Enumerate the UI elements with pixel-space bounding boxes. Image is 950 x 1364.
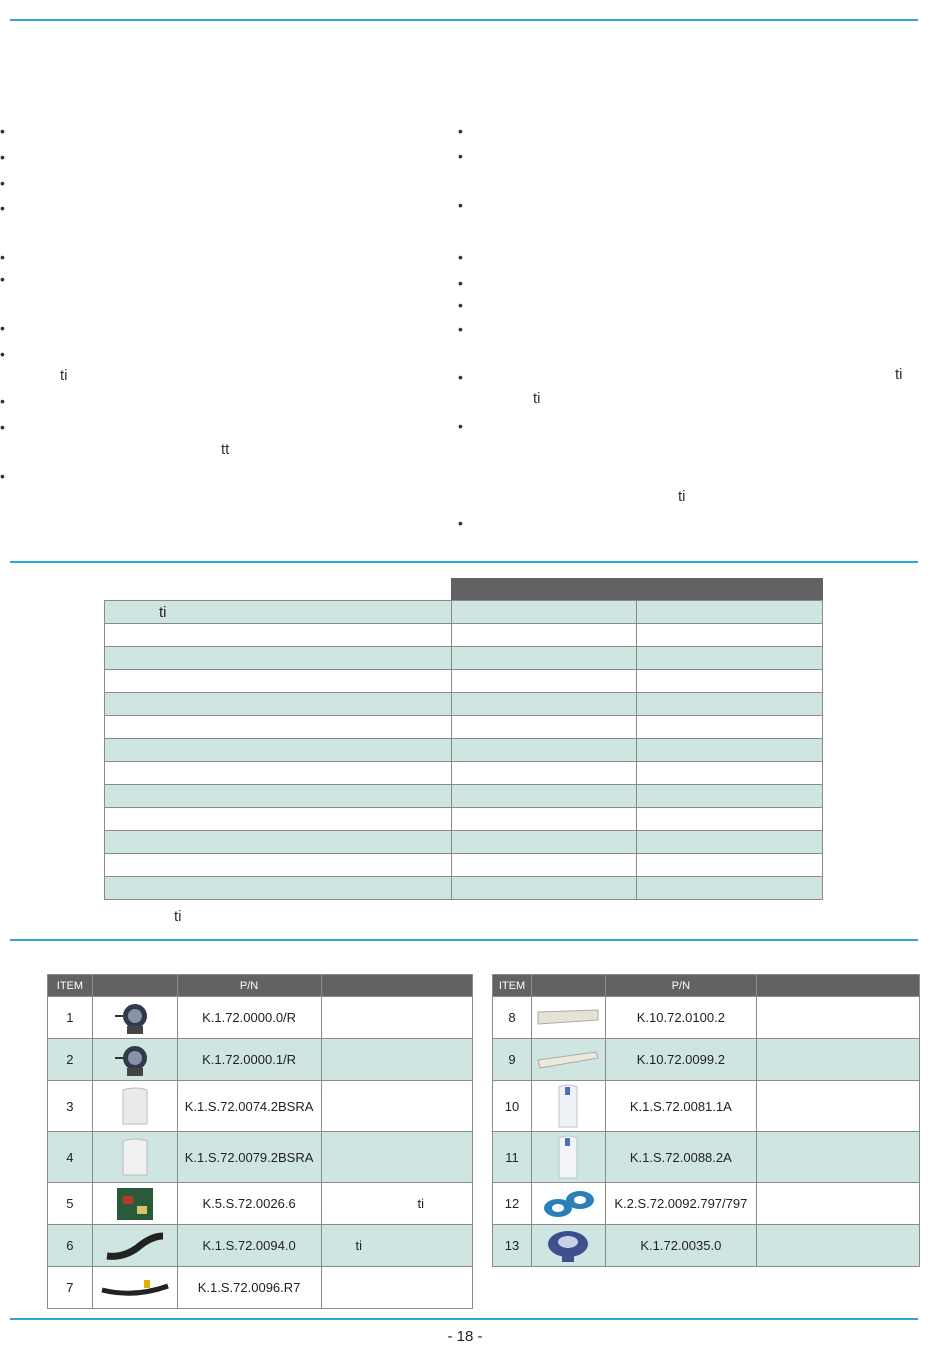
spec-value: [637, 739, 823, 762]
tank-cover-icon: [92, 1132, 177, 1183]
part-description: [756, 1039, 919, 1081]
part-number: K.1.72.0000.0/R: [177, 997, 321, 1039]
spec-label: [105, 670, 452, 693]
section-divider: [10, 561, 918, 563]
spec-value: [637, 716, 823, 739]
col-header-desc: [756, 975, 919, 997]
part-description: ti: [321, 1225, 473, 1267]
bullet: •: [458, 515, 463, 531]
spec-label: [105, 831, 452, 854]
bullet: •: [0, 200, 5, 216]
part-description: [321, 1267, 473, 1309]
part-number: K.1.S.72.0094.0: [177, 1225, 321, 1267]
spec-value: [451, 624, 637, 647]
bullet: •: [458, 275, 463, 291]
item-number: 8: [493, 997, 532, 1039]
spec-value: [451, 785, 637, 808]
col-header-item: ITEM: [493, 975, 532, 997]
bullet: •: [0, 249, 5, 265]
spec-value: [637, 831, 823, 854]
item-number: 5: [48, 1183, 93, 1225]
bullet: •: [0, 419, 5, 435]
ligature-fragment: ti: [895, 366, 903, 383]
bullet: •: [458, 148, 463, 164]
table-row: [48, 1081, 473, 1132]
part-number: K.1.72.0035.0: [605, 1225, 756, 1267]
spec-value: [637, 624, 823, 647]
bottom-divider: [10, 1318, 918, 1320]
ligature-fragment: ti: [533, 390, 541, 407]
spec-value: [451, 739, 637, 762]
parts-table-right: [492, 974, 920, 1267]
spec-value: [451, 854, 637, 877]
spec-label: [105, 785, 452, 808]
spec-row: [105, 808, 823, 831]
spec-label: [105, 647, 452, 670]
spec-footnote: ti: [174, 908, 182, 925]
bullet: •: [0, 149, 5, 165]
bullet: •: [0, 175, 5, 191]
spec-row: [105, 716, 823, 739]
bullet: •: [0, 123, 5, 139]
spec-value: [637, 808, 823, 831]
spec-value: [451, 693, 637, 716]
spec-row: [105, 693, 823, 716]
spec-value: [451, 762, 637, 785]
part-number: K.1.S.72.0088.2A: [605, 1132, 756, 1183]
spec-header-cell: [451, 578, 637, 601]
spec-value: [637, 647, 823, 670]
col-header-pn: P/N: [177, 975, 321, 997]
part-number: K.1.S.72.0074.2BSRA: [177, 1081, 321, 1132]
spec-row: [105, 647, 823, 670]
spec-row: [105, 739, 823, 762]
spec-row: [105, 854, 823, 877]
item-number: 4: [48, 1132, 93, 1183]
table-row: [48, 1132, 473, 1183]
item-number: 13: [493, 1225, 532, 1267]
part-number: K.1.S.72.0096.R7: [177, 1267, 321, 1309]
part-description: [321, 1132, 473, 1183]
spec-value: [637, 693, 823, 716]
ligature-fragment: ti: [60, 367, 68, 384]
part-description: ti: [321, 1183, 473, 1225]
hose-icon: [92, 1225, 177, 1267]
part-description: [321, 1081, 473, 1132]
item-number: 12: [493, 1183, 532, 1225]
bullet: •: [458, 418, 463, 434]
bullet: •: [458, 321, 463, 337]
ligature-fragment: tt: [221, 441, 230, 458]
spec-row: [105, 785, 823, 808]
col-header-item: ITEM: [48, 975, 93, 997]
spec-label: [105, 808, 452, 831]
part-number: K.10.72.0099.2: [605, 1039, 756, 1081]
part-description: [756, 997, 919, 1039]
spec-label: [105, 739, 452, 762]
bullet: •: [0, 346, 5, 362]
spec-label: [105, 624, 452, 647]
part-number: K.2.S.72.0092.797/797: [605, 1183, 756, 1225]
pressure-switch-icon: [92, 1039, 177, 1081]
part-number: K.5.S.72.0026.6: [177, 1183, 321, 1225]
spec-label: [105, 762, 452, 785]
item-number: 6: [48, 1225, 93, 1267]
spec-value: [637, 854, 823, 877]
spec-row: [105, 762, 823, 785]
table-row: [48, 1183, 473, 1225]
bullet: •: [0, 271, 5, 287]
col-header-desc: [321, 975, 473, 997]
parts-table-left: [47, 974, 473, 1309]
spec-value: [451, 716, 637, 739]
part-description: [321, 997, 473, 1039]
spec-label: [105, 693, 452, 716]
part-number: K.1.72.0000.1/R: [177, 1039, 321, 1081]
part-description: [756, 1081, 919, 1132]
part-description: [756, 1183, 919, 1225]
table-row: [493, 1039, 920, 1081]
side-panel-icon: [531, 1132, 605, 1183]
ligature-fragment: ti: [678, 488, 686, 505]
table-row: [48, 1267, 473, 1309]
spec-label: [105, 716, 452, 739]
bullet: •: [0, 320, 5, 336]
fan-assembly-icon: [531, 1225, 605, 1267]
col-header-image: [531, 975, 605, 997]
spec-row: [105, 624, 823, 647]
top-divider: [10, 19, 918, 21]
spec-value: [637, 785, 823, 808]
spec-value: [451, 647, 637, 670]
seal-ring-icon: [531, 1183, 605, 1225]
pressure-switch-icon: [92, 997, 177, 1039]
spec-value: [451, 601, 637, 624]
bullet: •: [458, 123, 463, 139]
bullet: •: [0, 468, 5, 484]
table-row: [493, 997, 920, 1039]
spec-row: [105, 670, 823, 693]
table-row: [493, 1132, 920, 1183]
bullet: •: [458, 197, 463, 213]
spec-value: [637, 762, 823, 785]
col-header-image: [92, 975, 177, 997]
part-number: K.1.S.72.0081.1A: [605, 1081, 756, 1132]
part-description: [321, 1039, 473, 1081]
spec-value: [637, 601, 823, 624]
bullet: •: [458, 297, 463, 313]
item-number: 2: [48, 1039, 93, 1081]
tank-cover-icon: [92, 1081, 177, 1132]
part-number: K.1.S.72.0079.2BSRA: [177, 1132, 321, 1183]
item-number: 9: [493, 1039, 532, 1081]
bullet: •: [458, 249, 463, 265]
spec-row: [105, 831, 823, 854]
bullet: •: [0, 393, 5, 409]
table-row: [48, 1039, 473, 1081]
part-number: K.10.72.0100.2: [605, 997, 756, 1039]
bracket-strip-icon: [531, 1039, 605, 1081]
spec-value: [637, 670, 823, 693]
spec-value: [451, 808, 637, 831]
item-number: 3: [48, 1081, 93, 1132]
side-panel-icon: [531, 1081, 605, 1132]
page-number: - 18 -: [447, 1328, 483, 1345]
item-number: 11: [493, 1132, 532, 1183]
spec-header-cell: [637, 578, 823, 601]
item-number: 1: [48, 997, 93, 1039]
col-header-pn: P/N: [605, 975, 756, 997]
spec-label: [105, 877, 452, 900]
table-row: [493, 1183, 920, 1225]
spec-value: [451, 831, 637, 854]
part-description: [756, 1225, 919, 1267]
table-row: [493, 1081, 920, 1132]
cable-harness-icon: [92, 1267, 177, 1309]
item-number: 7: [48, 1267, 93, 1309]
spec-table: [104, 578, 823, 900]
table-row: [48, 997, 473, 1039]
spec-row: [105, 601, 823, 624]
part-description: [756, 1132, 919, 1183]
circuit-board-icon: [92, 1183, 177, 1225]
bracket-strip-icon: [531, 997, 605, 1039]
spec-label: [105, 854, 452, 877]
bullet: •: [458, 369, 463, 385]
table-row: [48, 1225, 473, 1267]
spec-value: [637, 877, 823, 900]
spec-value: [451, 670, 637, 693]
table-row: [493, 1225, 920, 1267]
section-divider: [10, 939, 918, 941]
spec-row: [105, 877, 823, 900]
item-number: 10: [493, 1081, 532, 1132]
spec-header-blank: [105, 578, 452, 601]
spec-label: ti: [105, 601, 452, 624]
spec-value: [451, 877, 637, 900]
